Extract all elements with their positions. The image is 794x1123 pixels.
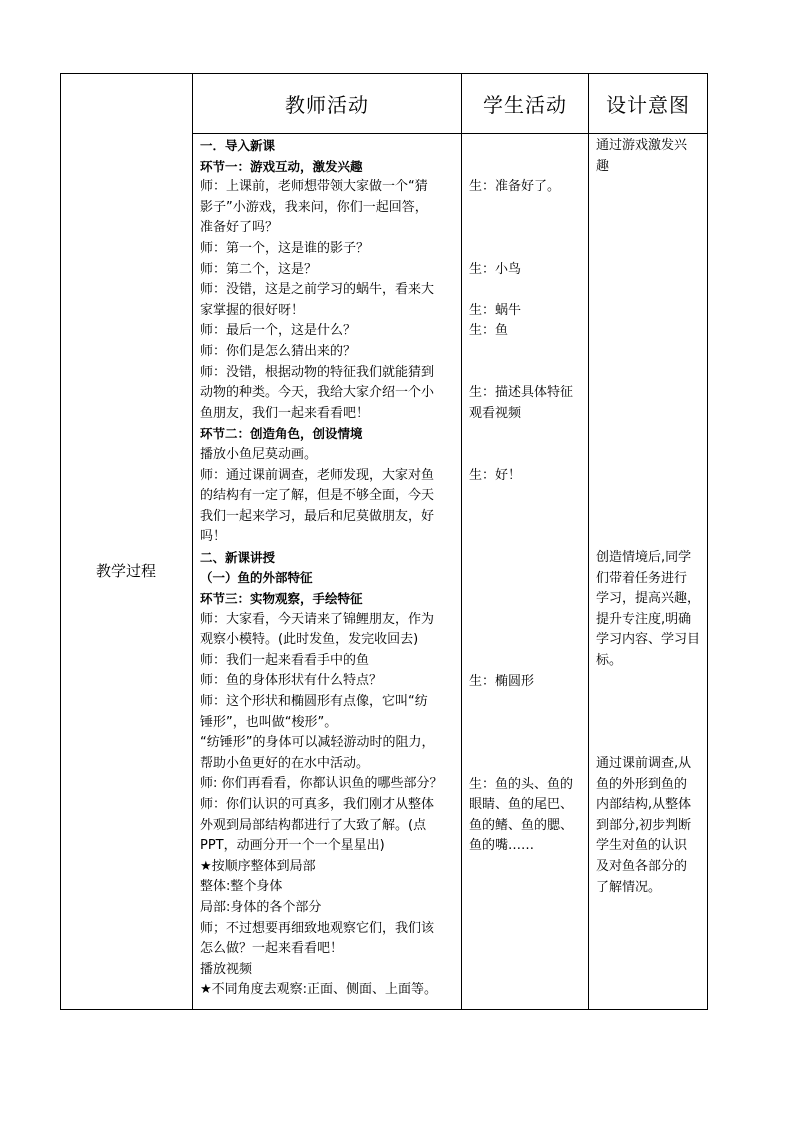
- teacher-line: 播放小鱼尼莫动画。: [200, 446, 318, 462]
- teacher-line: 师：你们认识的可真多，我们刚才从整体: [200, 797, 435, 812]
- teacher-line: 师；不过想要再细致地观察它们，我们该: [200, 920, 435, 936]
- teacher-line: 师：上课前，老师想带领大家做一个“猜: [200, 179, 428, 195]
- column-divider: [461, 73, 462, 1010]
- teacher-line: 局部:身体的各个部分: [200, 899, 322, 915]
- teacher-line: ★按顺序整体到局部: [200, 858, 316, 874]
- header-teacher-activity: 教师活动: [285, 92, 369, 117]
- teacher-line: ★不同角度去观察:正面、侧面、上面等。: [200, 982, 438, 998]
- teacher-line: 家掌握的很好呀！: [200, 302, 305, 318]
- intent-line: 鱼的外形到鱼的: [596, 776, 688, 792]
- teacher-line: 师：鱼的身体形状有什么特点？: [200, 673, 383, 689]
- teacher-line: 师：你们是怎么猜出来的？: [200, 343, 357, 359]
- intent-line: 到部分,初步判断: [596, 817, 692, 833]
- teacher-line: 播放视频: [200, 961, 253, 977]
- teacher-line: 动物的种类。今天，我给大家介绍一个小: [200, 385, 435, 401]
- teacher-line: PPT，动画分开一个一个星星出): [200, 838, 385, 854]
- teacher-line: “纺锤形”的身体可以减轻游动时的阻力，: [200, 735, 435, 751]
- student-line: 生：准备好了。: [469, 179, 561, 195]
- teacher-line: 师：这个形状和椭圆形有点像，它叫“纺: [200, 694, 428, 710]
- teacher-line: 师：第一个，这是谁的影子？: [200, 240, 370, 256]
- teacher-line: 整体:整个身体: [200, 879, 283, 895]
- teacher-line: 影子”小游戏，我来问，你们一起回答，: [200, 199, 428, 215]
- row-label-teaching-process: 教学过程: [95, 562, 156, 580]
- intent-line: 通过游戏激发兴: [596, 138, 688, 153]
- teacher-line: 环节二：创造角色，创设情境: [200, 426, 363, 442]
- teacher-line: 师：没错，这是之前学习的蜗牛，看来大: [200, 282, 435, 298]
- teacher-line: 帮助小鱼更好的在水中活动。: [200, 755, 370, 771]
- student-line: 生：描述具体特征: [469, 385, 574, 401]
- student-line: 生：小鸟: [469, 261, 522, 277]
- teacher-line: 环节一：游戏互动，激发兴趣: [200, 158, 363, 174]
- student-line: 鱼的嘴……: [469, 838, 535, 854]
- teacher-line: 怎么做？一起来看看吧！: [200, 941, 344, 957]
- student-line: 生：鱼的头、鱼的: [469, 776, 574, 792]
- teacher-line: 鱼朋友，我们一起来看看吧！: [200, 405, 370, 421]
- teacher-line: （一）鱼的外部特征: [200, 570, 313, 586]
- intent-line: 学生对鱼的认识: [596, 838, 688, 854]
- intent-line: 学习内容、学习目: [596, 632, 701, 648]
- intent-line: 内部结构,从整体: [596, 797, 692, 813]
- student-line: 观看视频: [469, 405, 522, 421]
- intent-line: 学习，提高兴趣，: [596, 591, 701, 607]
- teacher-line: 吗！: [200, 529, 227, 545]
- student-line: 生：椭圆形: [469, 673, 535, 689]
- header-divider: [192, 133, 708, 134]
- teacher-line: 二、新课讲授: [200, 549, 276, 565]
- student-line: 鱼的鳍、鱼的腮、: [469, 817, 574, 833]
- intent-line: 了解情况。: [596, 879, 662, 895]
- teacher-line: 外观到局部结构都进行了大致了解。(点: [200, 817, 427, 833]
- intent-line: 创造情境后,同学: [596, 550, 692, 565]
- teacher-line: 准备好了吗？: [200, 220, 279, 236]
- column-divider: [192, 73, 193, 1010]
- intent-line: 趣: [596, 158, 610, 174]
- student-line: 生：蜗牛: [469, 302, 522, 318]
- student-line: 生：鱼: [469, 323, 509, 339]
- intent-line: 标。: [596, 653, 623, 668]
- teacher-line: 环节三：实物观察，手绘特征: [200, 591, 363, 607]
- intent-line: 通过课前调查,从: [596, 756, 692, 771]
- teacher-line: 师: 你们再看看，你都认识鱼的哪些部分？: [200, 776, 443, 792]
- teacher-line: 师：最后一个，这是什么？: [200, 323, 357, 339]
- student-line: 生：好！: [469, 467, 522, 483]
- header-design-intent: 设计意图: [606, 92, 690, 117]
- teacher-line: 我们一起来学习，最后和尼莫做朋友，好: [200, 508, 435, 524]
- column-divider: [588, 73, 589, 1010]
- student-line: 眼睛、鱼的尾巴、: [469, 797, 574, 813]
- teacher-line: 师：通过课前调查，老师发现，大家对鱼: [200, 467, 435, 483]
- teacher-activity-content: [200, 136, 460, 1001]
- teacher-line: 锤形”，也叫做“梭形”。: [200, 714, 338, 730]
- teacher-line: 观察小模特。(此时发鱼，发完收回去): [200, 632, 419, 648]
- intent-line: 提升专注度,明确: [596, 611, 692, 627]
- teacher-line: 师：第二个，这是？: [200, 261, 318, 277]
- teacher-line: 的结构有一定了解，但是不够全面，今天: [200, 488, 435, 504]
- intent-line: 们带着任务进行: [596, 570, 688, 586]
- teacher-line: 师：大家看，今天请来了锦鲤朋友，作为: [200, 611, 435, 627]
- teacher-line: 师：我们一起来看看手中的鱼: [200, 652, 370, 668]
- teacher-line: 师：没错，根据动物的特征我们就能猜到: [200, 364, 435, 380]
- teacher-line: 一．导入新课: [200, 138, 276, 153]
- intent-line: 及对鱼各部分的: [596, 859, 688, 874]
- header-student-activity: 学生活动: [483, 92, 567, 117]
